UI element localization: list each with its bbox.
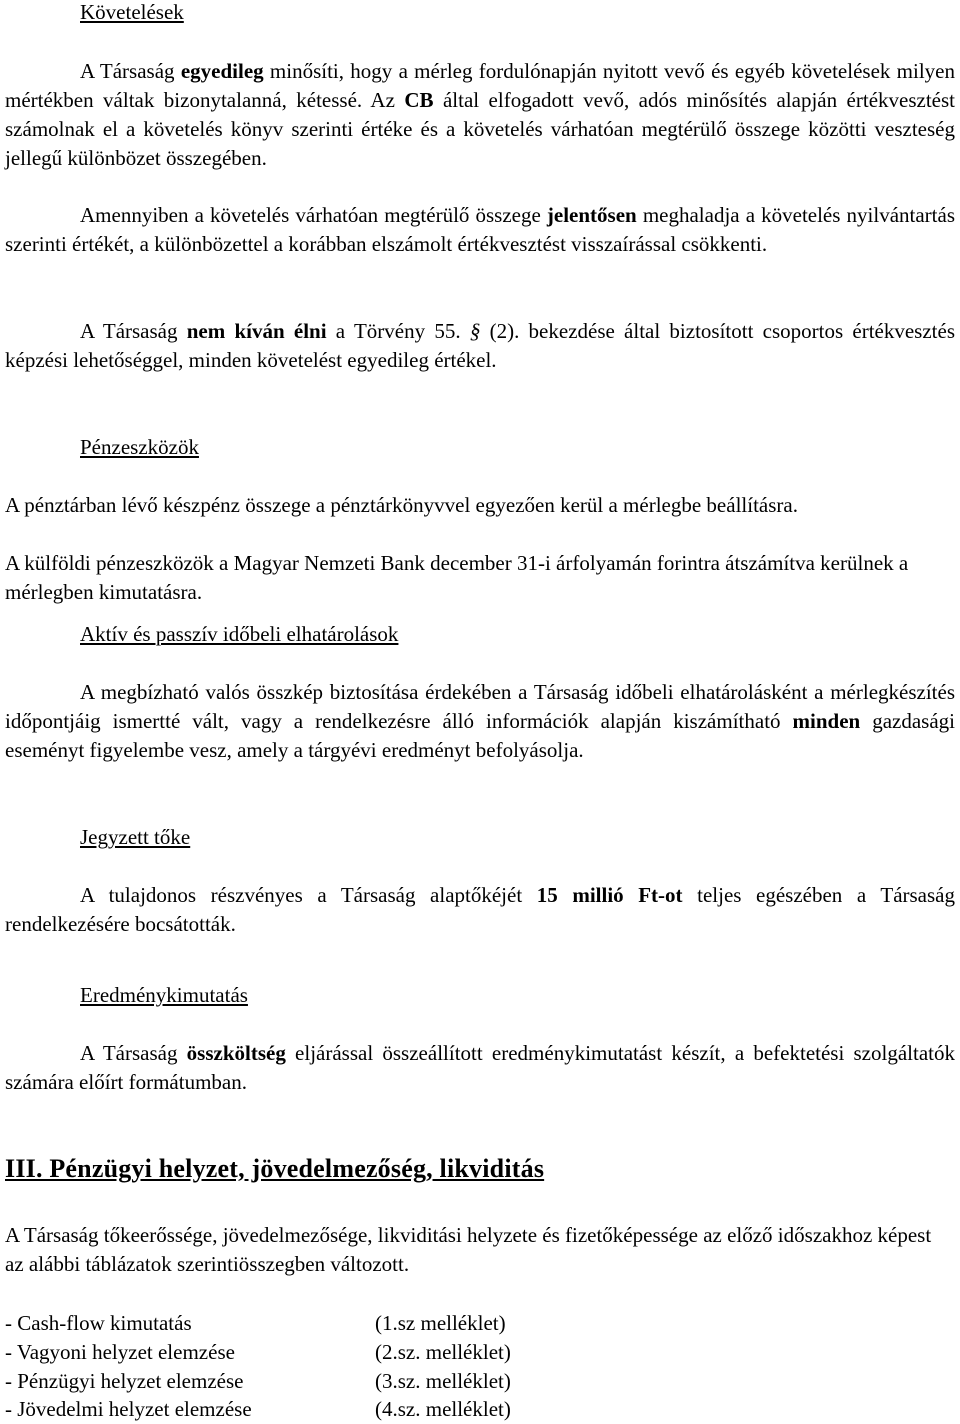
heading-penzeszkozok: Pénzeszközök bbox=[80, 435, 199, 459]
list-item-label: - Jövedelmi helyzet elemzése bbox=[5, 1397, 252, 1421]
list-item bbox=[5, 1367, 955, 1396]
list-item-label: - Cash-flow kimutatás bbox=[5, 1311, 192, 1335]
list-item-ref: (4.sz. melléklet) bbox=[375, 1397, 511, 1421]
heading-eredmenykimutatas: Eredménykimutatás bbox=[80, 983, 248, 1007]
list-item bbox=[5, 1338, 955, 1367]
list-item-label: - Pénzügyi helyzet elemzése bbox=[5, 1369, 244, 1393]
paragraph-penzeszkozok-2: A külföldi pénzeszközök a Magyar Nemzeti Bank december 31-i árfolyamán forintra átszámítva kerülnek a mérlegben kimutatásra. bbox=[5, 551, 909, 604]
section-title-penzugyi-helyzet: III. Pénzügyi helyzet, jövedelmezőség, likviditás bbox=[5, 1154, 545, 1183]
list-item bbox=[5, 1395, 955, 1424]
paragraph-kovetelesek-3: A Társaság nem kíván élni a Törvény 55. § (2). bekezdése által biztosított csoportos értékvesztés képzési lehetőséggel, minden követelést egyedileg értékel. bbox=[5, 319, 956, 372]
heading-jegyzett-toke: Jegyzett tőke bbox=[80, 825, 191, 849]
paragraph-jegyzett-toke-1: A tulajdonos részvényes a Társaság alaptőkéjét 15 millió Ft-ot teljes egészében a Társaság rendelkezésére bocsátották. bbox=[5, 883, 955, 936]
list-item-ref: (3.sz. melléklet) bbox=[375, 1369, 511, 1393]
paragraph-penzeszkozok-1: A pénztárban lévő készpénz összege a pénztárkönyvvel egyezően kerül a mérlegbe beállításra. bbox=[5, 493, 798, 517]
paragraph-penzugyi-helyzet-1: A Társaság tőkeerőssége, jövedelmezősége, likviditási helyzete és fizetőképessége az előző időszakhoz képest az alábbi táblázatok szerintiösszegben változott. bbox=[5, 1223, 932, 1276]
paragraph-eredmenykimutatas-1: A Társaság összköltség eljárással összeállított eredménykimutatást készít, a befektetési szolgáltatók számára előírt formátumban. bbox=[5, 1041, 955, 1094]
list-item-ref: (2.sz. melléklet) bbox=[375, 1340, 511, 1364]
list-item-label: - Vagyoni helyzet elemzése bbox=[5, 1340, 235, 1364]
paragraph-kovetelesek-2: Amennyiben a követelés várhatóan megtérülő összege jelentősen meghaladja a követelés nyilvántartás szerinti értékét, a különbözettel a korábban elszámolt értékvesztést visszaírással csökkenti. bbox=[5, 203, 955, 256]
list-item bbox=[5, 1309, 955, 1338]
heading-kovetelesek: Követelések bbox=[80, 0, 184, 24]
heading-elhatarolasok: Aktív és passzív időbeli elhatárolások bbox=[80, 622, 399, 646]
list-item-ref: (1.sz melléklet) bbox=[375, 1311, 506, 1335]
paragraph-elhatarolasok-1: A megbízható valós összkép biztosítása érdekében a Társaság időbeli elhatárolásként a mérlegkészítés időpontjáig ismertté vált, vagy a rendelkezésre álló információk alapján kiszámítható minden gazdasági eseményt figyelembe vesz, amely a tárgyévi eredményt befolyásolja. bbox=[5, 680, 955, 762]
paragraph-kovetelesek-1: A Társaság egyedileg minősíti, hogy a mérleg fordulónapján nyitott vevő és egyéb követelések milyen mértékben váltak bizonytalanná, kétessé. Az CB által elfogadott vevő, adós minősítés alapján értékvesztést számolnak el a követelés könyv szerinti értéke és a követelés várhatóan megtérülő összege közötti veszteség jellegű különbözet összegében. bbox=[5, 59, 955, 170]
